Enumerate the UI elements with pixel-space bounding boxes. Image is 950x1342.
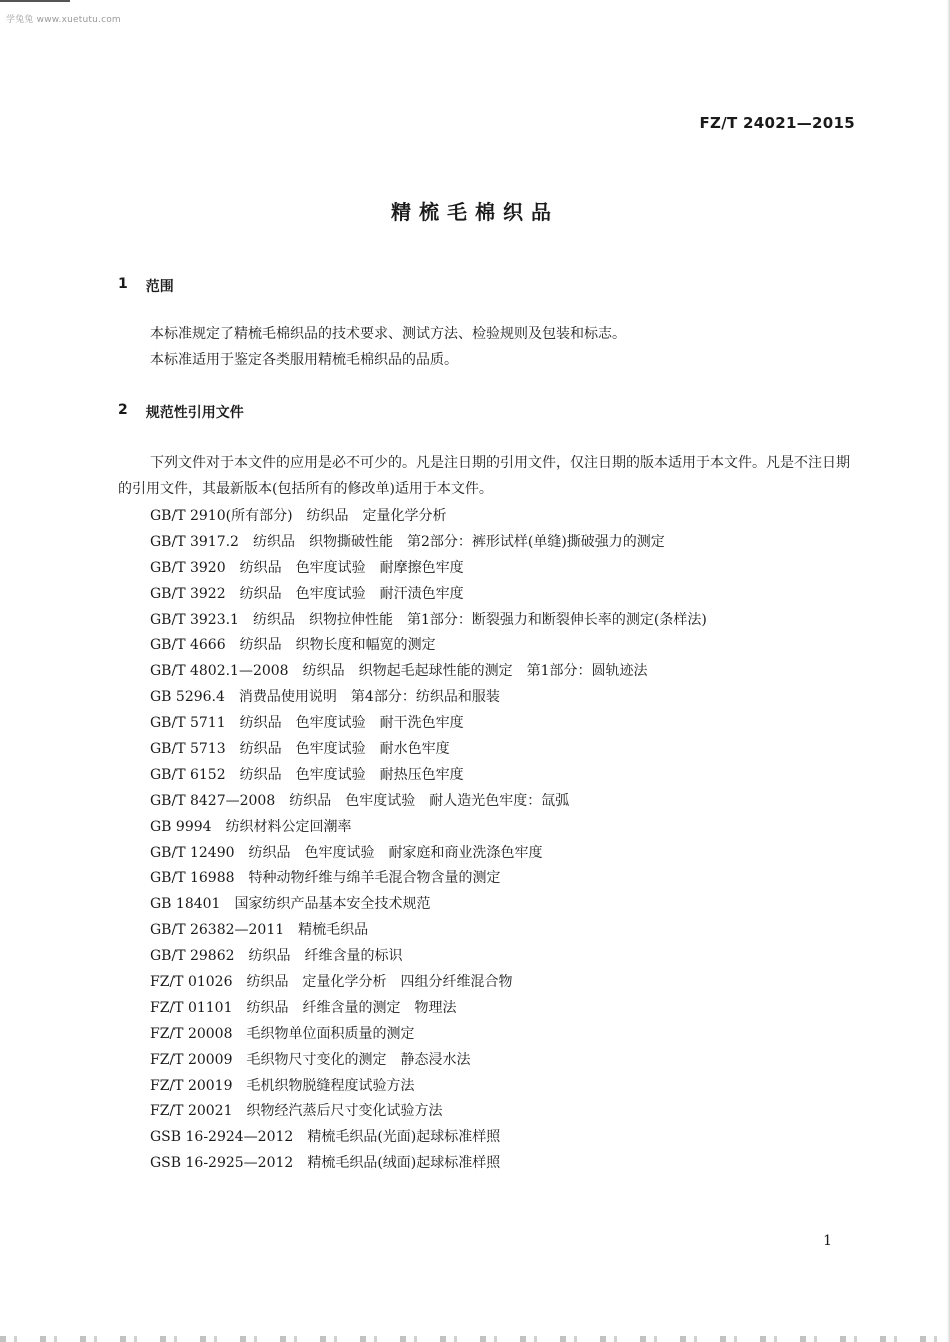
- reference-item: [150, 530, 707, 556]
- reference-code: GB/T 8427—2008: [150, 792, 276, 809]
- reference-item: [150, 1022, 707, 1048]
- reference-code: GSB 16-2925—2012: [150, 1155, 294, 1172]
- reference-code: GB/T 12490: [150, 844, 235, 861]
- reference-code: GB/T 4666: [150, 637, 226, 654]
- reference-code: GB/T 4802.1—2008: [150, 663, 289, 680]
- reference-item: [150, 504, 707, 530]
- reference-code: GB/T 26382—2011: [150, 922, 285, 939]
- reference-code: GB/T 5713: [150, 741, 226, 758]
- reference-title: 精梳毛织品: [298, 922, 369, 939]
- reference-title: 纺织品 织物拉伸性能 第1部分：断裂强力和断裂伸长率的测定(条样法): [252, 611, 707, 628]
- reference-code: GB/T 29862: [150, 948, 235, 965]
- scan-bottom-artifact: [0, 1336, 950, 1342]
- reference-title: 特种动物纤维与绵羊毛混合物含量的测定: [248, 870, 501, 887]
- section-1-paragraph-2: 本标准适用于鉴定各类服用精梳毛棉织品的品质。: [150, 352, 458, 368]
- watermark-text: 学兔兔 www.xuetutu.com: [6, 15, 121, 25]
- reference-item: [150, 633, 707, 659]
- reference-item: [150, 841, 707, 867]
- reference-item: [150, 1048, 707, 1074]
- reference-code: GB/T 16988: [150, 870, 235, 887]
- reference-item: [150, 763, 707, 789]
- reference-code: FZ/T 20019: [150, 1077, 233, 1094]
- reference-code: FZ/T 01026: [150, 974, 233, 991]
- reference-code: FZ/T 20008: [150, 1025, 233, 1042]
- reference-item: [150, 892, 707, 918]
- reference-title: 纺织品 色牢度试验 耐汗渍色牢度: [239, 585, 464, 602]
- reference-title: 纺织品 织物长度和幅宽的测定: [239, 637, 436, 654]
- reference-title: 纺织品 纤维含量的标识: [248, 948, 403, 965]
- standard-number: FZ/T 24021—2015: [699, 114, 855, 132]
- reference-item: [150, 866, 707, 892]
- reference-code: GB 5296.4: [150, 689, 225, 706]
- reference-title: 纺织品 织物起毛起球性能的测定 第1部分：圆轨迹法: [302, 663, 648, 680]
- section-title: 规范性引用文件: [145, 405, 244, 421]
- section-2-heading: [118, 402, 244, 422]
- reference-title: 纺织品 色牢度试验 耐热压色牢度: [239, 766, 464, 783]
- document-title: 精梳毛棉织品: [391, 200, 559, 224]
- reference-item: [150, 659, 707, 685]
- reference-title: 纺织品 色牢度试验 耐水色牢度: [239, 741, 450, 758]
- reference-item: [150, 556, 707, 582]
- reference-title: 消费品使用说明 第4部分：纺织品和服装: [238, 689, 500, 706]
- reference-code: FZ/T 20009: [150, 1051, 233, 1068]
- reference-item: [150, 918, 707, 944]
- reference-code: GB/T 5711: [150, 715, 226, 732]
- reference-title: 国家纺织产品基本安全技术规范: [234, 896, 431, 913]
- section-1-heading: [118, 276, 174, 296]
- reference-item: [150, 970, 707, 996]
- normative-references-list: [150, 504, 707, 1177]
- reference-title: 纺织品 色牢度试验 耐家庭和商业洗涤色牢度: [248, 844, 543, 861]
- section-title: 范围: [145, 279, 174, 295]
- reference-title: 毛织物单位面积质量的测定: [246, 1025, 415, 1042]
- scan-top-rule: [0, 0, 70, 2]
- reference-title: 精梳毛织品(光面)起球标准样照: [307, 1129, 501, 1146]
- reference-item: [150, 1099, 707, 1125]
- reference-item: [150, 1074, 707, 1100]
- reference-item: [150, 944, 707, 970]
- reference-item: [150, 608, 707, 634]
- reference-title: 织物经汽蒸后尺寸变化试验方法: [246, 1103, 443, 1120]
- page-number: 1: [823, 1233, 832, 1249]
- reference-title: 纺织材料公定回潮率: [225, 818, 352, 835]
- reference-code: GB/T 6152: [150, 766, 226, 783]
- reference-title: 纺织品 纤维含量的测定 物理法: [246, 999, 457, 1016]
- reference-item: [150, 685, 707, 711]
- reference-item: [150, 1125, 707, 1151]
- reference-title: 纺织品 织物撕破性能 第2部分：裤形试样(单缝)撕破强力的测定: [252, 533, 665, 550]
- reference-code: GB/T 3923.1: [150, 611, 239, 628]
- reference-item: [150, 737, 707, 763]
- reference-title: 纺织品 定量化学分析: [306, 508, 447, 524]
- reference-title: 精梳毛织品(绒面)起球标准样照: [307, 1155, 501, 1172]
- reference-title: 纺织品 色牢度试验 耐干洗色牢度: [239, 715, 464, 732]
- reference-code: GB/T 2910(所有部分): [150, 508, 293, 524]
- reference-item: [150, 1151, 707, 1177]
- reference-code: FZ/T 20021: [150, 1103, 233, 1120]
- reference-code: GB/T 3922: [150, 585, 226, 602]
- reference-code: GB 18401: [150, 896, 221, 913]
- reference-item: [150, 711, 707, 737]
- reference-item: [150, 815, 707, 841]
- reference-code: FZ/T 01101: [150, 999, 233, 1016]
- reference-code: GSB 16-2924—2012: [150, 1129, 294, 1146]
- reference-item: [150, 582, 707, 608]
- reference-item: [150, 789, 707, 815]
- section-2-paragraph-1: 下列文件对于本文件的应用是必不可少的。凡是注日期的引用文件，仅注日期的版本适用于本文件。凡是不注日期的引用文件，其最新版本(包括所有的修改单)适用于本文件。: [118, 455, 850, 497]
- reference-title: 毛机织物脱缝程度试验方法: [246, 1077, 415, 1094]
- reference-item: [150, 996, 707, 1022]
- reference-code: GB 9994: [150, 818, 212, 835]
- section-number: 1: [118, 276, 128, 292]
- reference-title: 纺织品 色牢度试验 耐人造光色牢度：氙弧: [289, 792, 570, 809]
- section-number: 2: [118, 402, 128, 418]
- reference-title: 纺织品 定量化学分析 四组分纤维混合物: [246, 974, 513, 991]
- reference-code: GB/T 3917.2: [150, 533, 239, 550]
- reference-title: 毛织物尺寸变化的测定 静态浸水法: [246, 1051, 471, 1068]
- section-1-paragraph-1: 本标准规定了精梳毛棉织品的技术要求、测试方法、检验规则及包装和标志。: [150, 326, 626, 342]
- reference-code: GB/T 3920: [150, 559, 226, 576]
- reference-title: 纺织品 色牢度试验 耐摩擦色牢度: [239, 559, 464, 576]
